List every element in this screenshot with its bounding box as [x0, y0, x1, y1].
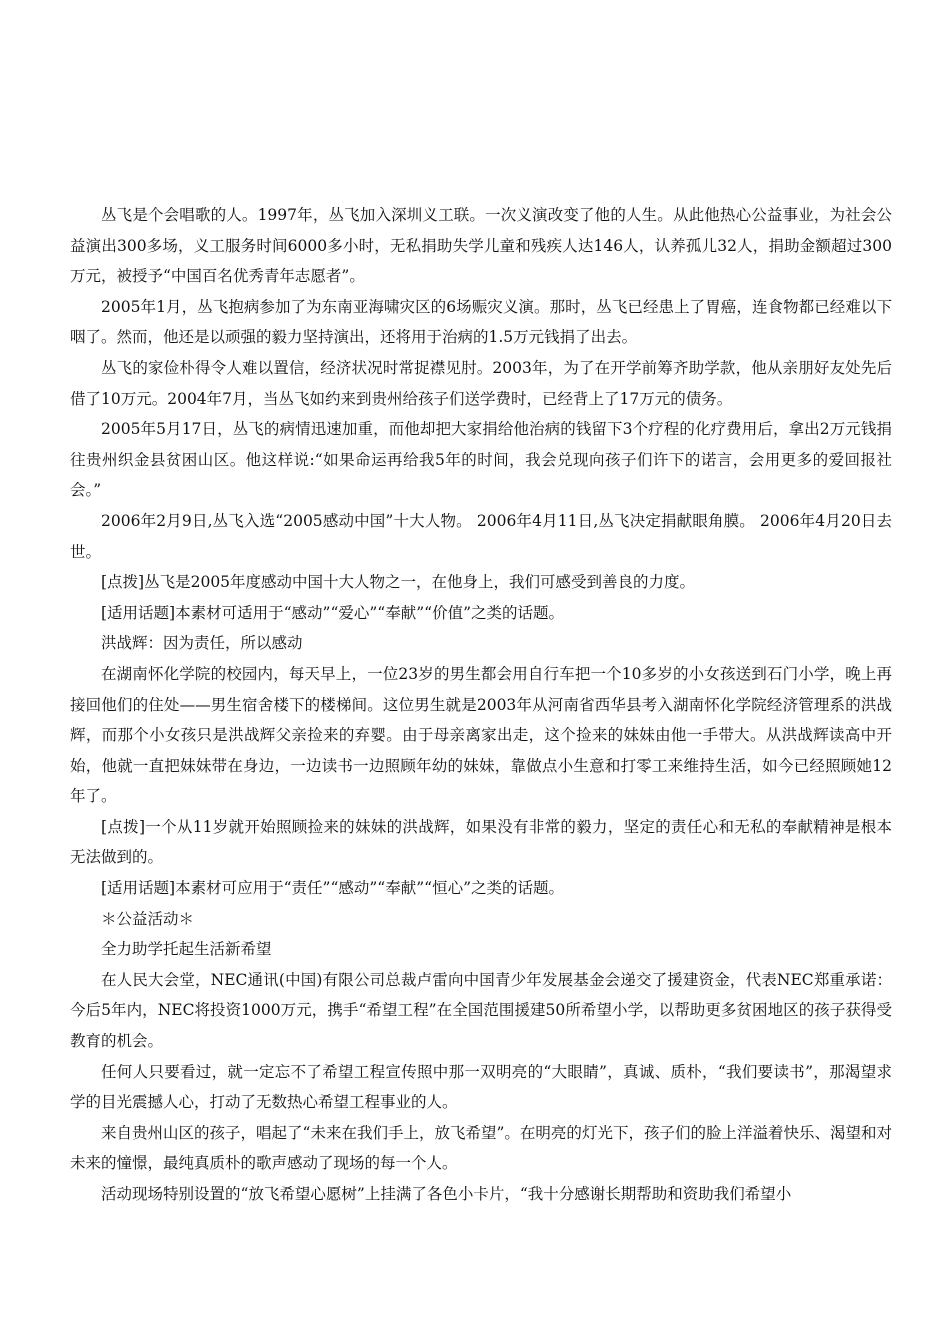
paragraph-congfei-topics: [适用话题]本素材可适用于“感动”“爱心”“奉献”“价值”之类的话题。	[101, 603, 564, 622]
document-body	[70, 200, 892, 1210]
paragraph-congfei-finances: 丛飞的家俭朴得令人难以置信，经济状况时常捉襟见肘。2003年，为了在开学前筹齐助学款，他从亲朋好友处先后借了10万元。2004年7月，当丛飞如约来到贵州给孩子们送学费时，已经背上了17万元的债务。	[70, 358, 892, 408]
paragraph-wish-tree: 活动现场特别设置的“放飞希望心愿树”上挂满了各色小卡片，“我十分感谢长期帮助和资助我们希望小	[101, 1185, 792, 1203]
paragraph-nec-donation: 在人民大会堂，NEC通讯(中国)有限公司总裁卢雷向中国青少年发展基金会递交了援建资金，代表NEC郑重承诺：今后5年内，NEC将投资1000万元，携手“希望工程”在全国范围援建50所希望小学，以帮助更多贫困地区的孩子获得受教育的机会。	[70, 970, 892, 1051]
paragraph-hongzhanhui-story: 在湖南怀化学院的校园内，每天早上，一位23岁的男生都会用自行车把一个10多岁的小女孩送到石门小学，晚上再接回他们的住处——男生宿舍楼下的楼梯间。这位男生就是2003年从河南省西华县考入湖南怀化学院经济管理系的洪战辉，而那个小女孩只是洪战辉父亲捡来的弃婴。由于母亲离家出走，这个捡来的妹妹由他一手带大。从洪战辉读高中开始，他就一直把妹妹带在身边，一边读书一边照顾年幼的妹妹，靠做点小生意和打零工来维持生活，如今已经照顾她12年了。	[70, 664, 892, 806]
section-heading-public-welfare: ＊公益活动＊	[101, 909, 195, 928]
paragraph-congfei-2005-may: 2005年5月17日，丛飞的病情迅速加重，而他却把大家捐给他治病的钱留下3个疗程的化疗费用后，拿出2万元钱捐往贵州织金县贫困山区。他这样说:“如果命运再给我5年的时间，我会兑现向孩子们许下的诺言，会用更多的爱回报社会。”	[70, 420, 892, 500]
paragraph-congfei-intro: 丛飞是个会唱歌的人。1997年，丛飞加入深圳义工联。一次义演改变了他的人生。从此他热心公益事业，为社会公益演出300多场，义工服务时间6000多小时，无私捐助失学儿童和残疾人达146人，认养孤儿32人，捐助金额超过300万元，被授予“中国百名优秀青年志愿者”。	[70, 206, 892, 286]
paragraph-congfei-2005-jan: 2005年1月，丛飞抱病参加了为东南亚海啸灾区的6场赈灾义演。那时，丛飞已经患上了胃癌，连食物都已经难以下咽了。然而，他还是以顽强的毅力坚持演出，还将用于治病的1.5万元钱捐了出去。	[70, 297, 892, 347]
paragraph-congfei-2006: 2006年2月9日,丛飞入选“2005感动中国”十大人物。 2006年4月11日,丛飞决定捐献眼角膜。 2006年4月20日去世。	[70, 511, 892, 561]
section-heading-hongzhanhui: 洪战辉：因为责任，所以感动	[101, 634, 303, 653]
section-subheading-hope-project: 全力助学托起生活新希望	[101, 940, 272, 959]
paragraph-congfei-commentary: [点拨]丛飞是2005年度感动中国十大人物之一，在他身上，我们可感受到善良的力度。	[101, 573, 696, 592]
paragraph-hongzhanhui-commentary: [点拨]一个从11岁就开始照顾捡来的妹妹的洪战辉，如果没有非常的毅力，坚定的责任心和无私的奉献精神是根本无法做到的。	[70, 817, 892, 867]
paragraph-hongzhanhui-topics: [适用话题]本素材可应用于“责任”“感动”“奉献”“恒心”之类的话题。	[101, 879, 564, 898]
paragraph-big-eyes: 任何人只要看过，就一定忘不了希望工程宣传照中那一双明亮的“大眼睛”，真诚、质朴，“我们要读书”，那渴望求学的目光震撼人心，打动了无数热心希望工程事业的人。	[70, 1062, 892, 1112]
paragraph-guizhou-children: 来自贵州山区的孩子，唱起了“未来在我们手上，放飞希望”。在明亮的灯光下，孩子们的脸上洋溢着快乐、渴望和对未来的憧憬，最纯真质朴的歌声感动了现场的每一个人。	[70, 1123, 892, 1173]
